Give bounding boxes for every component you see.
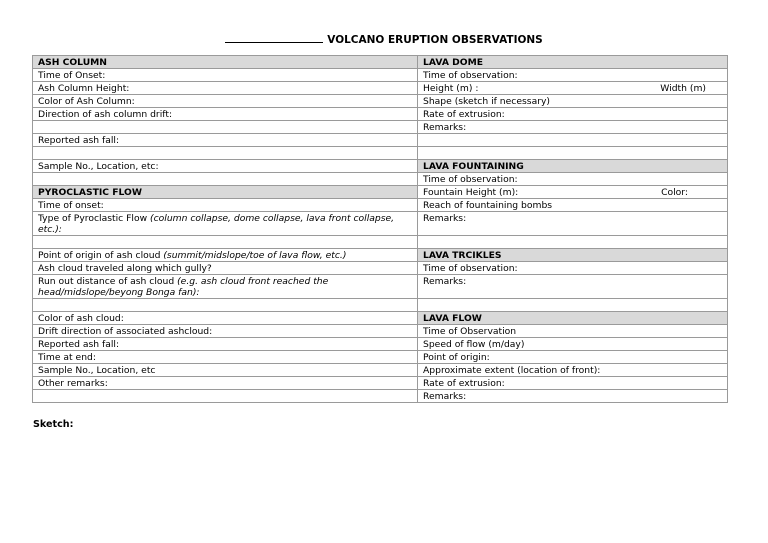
lava-fountaining-height: Fountain Height (m):	[423, 187, 519, 198]
lava-flow-speed[interactable]: Speed of flow (m/day)	[418, 338, 728, 351]
lava-flow-rate[interactable]: Rate of extrusion:	[418, 377, 728, 390]
empty-cell[interactable]	[418, 147, 728, 160]
lava-fountaining-reach[interactable]: Reach of fountaining bombs	[418, 199, 728, 212]
lava-flow-time-observation[interactable]: Time of Observation	[418, 325, 728, 338]
lava-flow-remarks[interactable]: Remarks:	[418, 390, 728, 403]
empty-cell[interactable]	[33, 173, 418, 186]
lava-fountaining-color: Color:	[661, 187, 688, 198]
ash-column-color[interactable]: Color of Ash Column:	[33, 95, 418, 108]
lava-trickles-time-observation[interactable]: Time of observation:	[418, 262, 728, 275]
pyroclastic-flow-header: PYROCLASTIC FLOW	[33, 186, 418, 199]
pyroclastic-sample[interactable]: Sample No., Location, etc	[33, 364, 418, 377]
lava-dome-time-observation[interactable]: Time of observation:	[418, 69, 728, 82]
ash-column-sample[interactable]: Sample No., Location, etc:	[33, 160, 418, 173]
lava-dome-remarks[interactable]: Remarks:	[418, 121, 728, 134]
lava-dome-header: LAVA DOME	[418, 56, 728, 69]
lava-flow-extent[interactable]: Approximate extent (location of front):	[418, 364, 728, 377]
pyroclastic-drift[interactable]: Drift direction of associated ashcloud:	[33, 325, 418, 338]
pyroclastic-type-cell[interactable]	[33, 212, 418, 236]
lava-fountaining-remarks[interactable]: Remarks:	[418, 212, 728, 236]
lava-trickles-header: LAVA TRCIKLES	[418, 249, 728, 262]
empty-cell[interactable]	[418, 134, 728, 147]
lava-dome-shape[interactable]: Shape (sketch if necessary)	[418, 95, 728, 108]
ash-column-header: ASH COLUMN	[33, 56, 418, 69]
empty-cell[interactable]	[33, 390, 418, 403]
pyroclastic-gully[interactable]: Ash cloud traveled along which gully?	[33, 262, 418, 275]
pyroclastic-runout-hint: (e.g. ash cloud front reached the head/midslope/beyong Bonga fan):	[38, 276, 329, 298]
ash-column-height[interactable]: Ash Column Height:	[33, 82, 418, 95]
lava-dome-width: Width (m)	[660, 83, 706, 94]
ash-column-ash-fall[interactable]: Reported ash fall:	[33, 134, 418, 147]
lava-dome-height-width-cell[interactable]	[418, 82, 728, 95]
lava-trickles-remarks[interactable]: Remarks:	[418, 275, 728, 299]
empty-cell[interactable]	[33, 147, 418, 160]
lava-fountaining-time-observation[interactable]: Time of observation:	[418, 173, 728, 186]
pyroclastic-ash-fall[interactable]: Reported ash fall:	[33, 338, 418, 351]
empty-cell[interactable]	[33, 121, 418, 134]
observation-table	[32, 55, 728, 403]
lava-dome-rate[interactable]: Rate of extrusion:	[418, 108, 728, 121]
lava-fountaining-header: LAVA FOUNTAINING	[418, 160, 728, 173]
empty-cell[interactable]	[418, 299, 728, 312]
pyroclastic-origin-cell[interactable]	[33, 249, 418, 262]
form-title: VOLCANO ERUPTION OBSERVATIONS	[327, 34, 543, 46]
pyroclastic-time-end[interactable]: Time at end:	[33, 351, 418, 364]
empty-cell[interactable]	[33, 299, 418, 312]
ash-column-drift[interactable]: Direction of ash column drift:	[33, 108, 418, 121]
ash-column-time-onset[interactable]: Time of Onset:	[33, 69, 418, 82]
pyroclastic-origin-label: Point of origin of ash cloud	[38, 250, 164, 261]
pyroclastic-origin-hint: (summit/midslope/toe of lava flow, etc.)	[163, 250, 347, 261]
pyroclastic-runout-cell[interactable]	[33, 275, 418, 299]
pyroclastic-type-label: Type of Pyroclastic Flow	[38, 213, 151, 224]
empty-cell[interactable]	[33, 236, 418, 249]
pyroclastic-runout-label: Run out distance of ash cloud	[38, 276, 178, 287]
title-blank-line[interactable]	[225, 33, 323, 43]
lava-fountaining-height-color-cell[interactable]	[418, 186, 728, 199]
pyroclastic-type-hint: (column collapse, dome collapse, lava front collapse, etc.):	[38, 213, 395, 235]
sketch-label: Sketch:	[33, 419, 74, 430]
empty-cell[interactable]	[418, 236, 728, 249]
pyroclastic-time-onset[interactable]: Time of onset:	[33, 199, 418, 212]
pyroclastic-color[interactable]: Color of ash cloud:	[33, 312, 418, 325]
lava-dome-height: Height (m) :	[423, 83, 479, 94]
form-title-row	[0, 33, 768, 46]
pyroclastic-other-remarks[interactable]: Other remarks:	[33, 377, 418, 390]
lava-flow-origin[interactable]: Point of origin:	[418, 351, 728, 364]
lava-flow-header: LAVA FLOW	[418, 312, 728, 325]
